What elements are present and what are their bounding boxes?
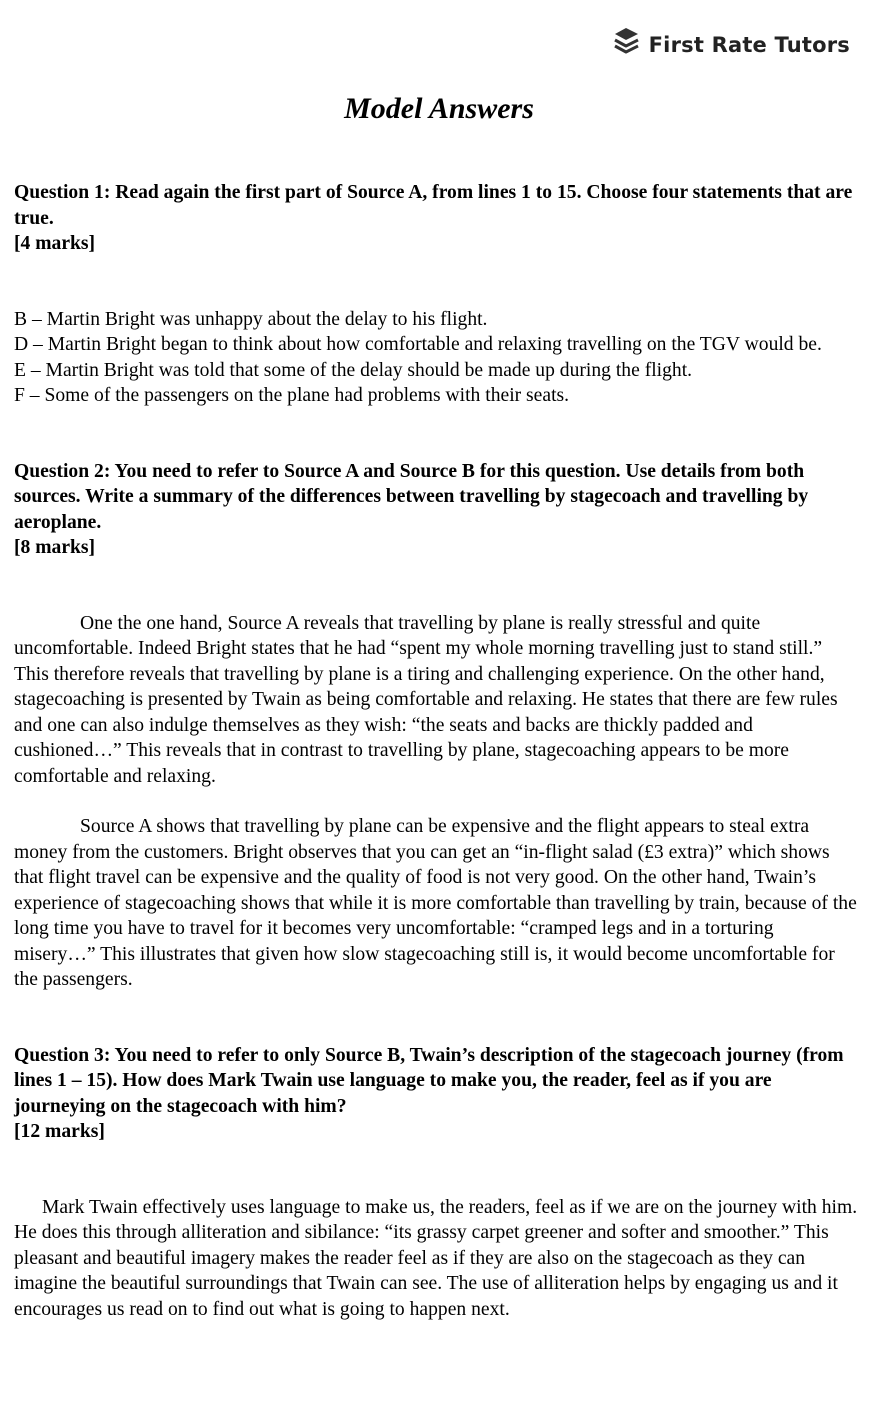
question-2-section bbox=[14, 459, 859, 993]
document-body bbox=[14, 180, 859, 1322]
answer-item: E – Martin Bright was told that some of the delay should be made up during the flight. bbox=[14, 359, 693, 381]
question-1-marks: [4 marks] bbox=[14, 233, 96, 254]
answer-item: B – Martin Bright was unhappy about the delay to his flight. bbox=[14, 308, 488, 330]
question-3-marks: [12 marks] bbox=[14, 1121, 105, 1142]
question-3-section bbox=[14, 1043, 859, 1323]
question-2-marks: [8 marks] bbox=[14, 537, 96, 558]
answer-paragraph: One the one hand, Source A reveals that travelling by plane is really stressful and quite uncomfortable. Indeed Bright states that he had “spent my whole morning travelling just to stand still.” This therefore reveals that travelling by plane is a tiring and challenging experience. On the other hand, stagecoaching is presented by Twain as being comfortable and relaxing. He states that there are few rules and one can also indulge themselves as they wish: “the seats and backs are thickly padded and cushioned…” This reveals that in contrast to travelling by plane, stagecoaching appears to be more comfortable and relaxing. bbox=[14, 612, 838, 787]
question-2-text: Question 2: You need to refer to Source A and Source B for this question. Use details from both sources. Write a summary of the differences between travelling by stagecoach and travelling by aeroplane. bbox=[14, 460, 809, 533]
answer-item: D – Martin Bright began to think about how comfortable and relaxing travelling on the TGV would be. bbox=[14, 334, 822, 355]
book-stack-icon bbox=[611, 26, 641, 63]
question-1-section bbox=[14, 180, 859, 409]
question-3-text: Question 3: You need to refer to only Source B, Twain’s description of the stagecoach journey (from lines 1 – 15). How does Mark Twain use language to make you, the reader, feel as if you are journeying on the stagecoach with him? bbox=[14, 1044, 844, 1117]
brand-logo bbox=[611, 26, 850, 63]
answer-item: F – Some of the passengers on the plane had problems with their seats. bbox=[14, 385, 570, 406]
answer-paragraph: Mark Twain effectively uses language to make us, the readers, feel as if we are on the journey with him. He does this through alliteration and sibilance: “its grassy carpet greener and softer and smoother.” This pleasant and beautiful imagery makes the reader feel as if they are also on the stagecoach as they can imagine the beautiful surroundings that Twain can see. The use of alliteration helps by engaging us and it encourages us read on to find out what is going to happen next. bbox=[14, 1196, 858, 1320]
brand-name: First Rate Tutors bbox=[648, 32, 850, 57]
question-1-text: Question 1: Read again the first part of Source A, from lines 1 to 15. Choose four statements that are true. bbox=[14, 182, 853, 229]
answer-paragraph: Source A shows that travelling by plane can be expensive and the flight appears to steal extra money from the customers. Bright observes that you can get an “in-flight salad (£3 extra)” which shows that flight travel can be expensive and the quality of food is not very good. On the other hand, Twain’s experience of stagecoaching shows that while it is more comfortable than travelling by train, because of the long time you have to travel for it becomes very uncomfortable: “cramped legs and in a torturing misery…” This illustrates that given how slow stagecoaching still is, it would become uncomfortable for the passengers. bbox=[14, 816, 857, 990]
page-title: Model Answers bbox=[344, 92, 534, 125]
